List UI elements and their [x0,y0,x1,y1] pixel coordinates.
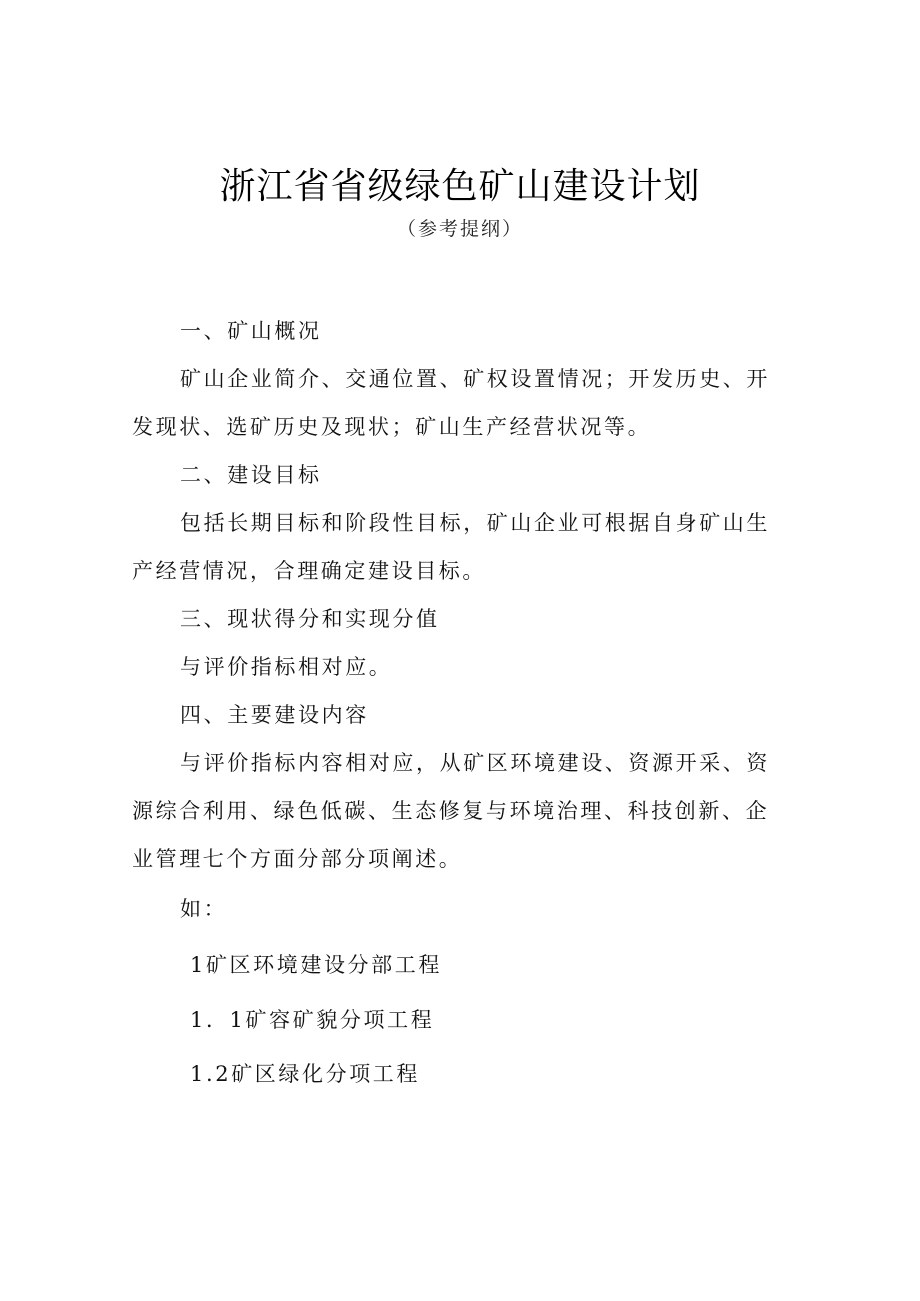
example-label: 如： [180,897,228,921]
paragraph-line: 源综合利用、绿色低碳、生态修复与环境治理、科技创新、企 [132,799,770,823]
section-heading-1: 一、矿山概况 [180,319,322,343]
paragraph-line: 发现状、选矿历史及现状；矿山生产经营状况等。 [132,415,652,439]
paragraph-line: 矿山企业简介、交通位置、矿权设置情况；开发历史、开 [180,367,770,391]
section-heading-2: 二、建设目标 [180,463,322,487]
paragraph-line: 产经营情况，合理确定建设目标。 [132,559,486,583]
paragraph-line: 业管理七个方面分部分项阐述。 [132,847,463,871]
section-heading-3: 三、现状得分和实现分值 [180,607,440,631]
paragraph-line: 与评价指标相对应。 [180,655,393,679]
paragraph-line: 包括长期目标和阶段性目标，矿山企业可根据自身矿山生 [180,511,770,535]
section-heading-4: 四、主要建设内容 [180,703,369,727]
list-item: 1矿区环境建设分部工程 [190,953,442,977]
list-item: 1．1矿容矿貌分项工程 [190,1008,435,1032]
document-subtitle: （参考提纲） [396,218,523,240]
document-title: 浙江省省级绿色矿山建设计划 [219,166,701,207]
list-item: 1.2矿区绿化分项工程 [190,1062,420,1086]
paragraph-line: 与评价指标内容相对应，从矿区环境建设、资源开采、资 [180,751,770,775]
